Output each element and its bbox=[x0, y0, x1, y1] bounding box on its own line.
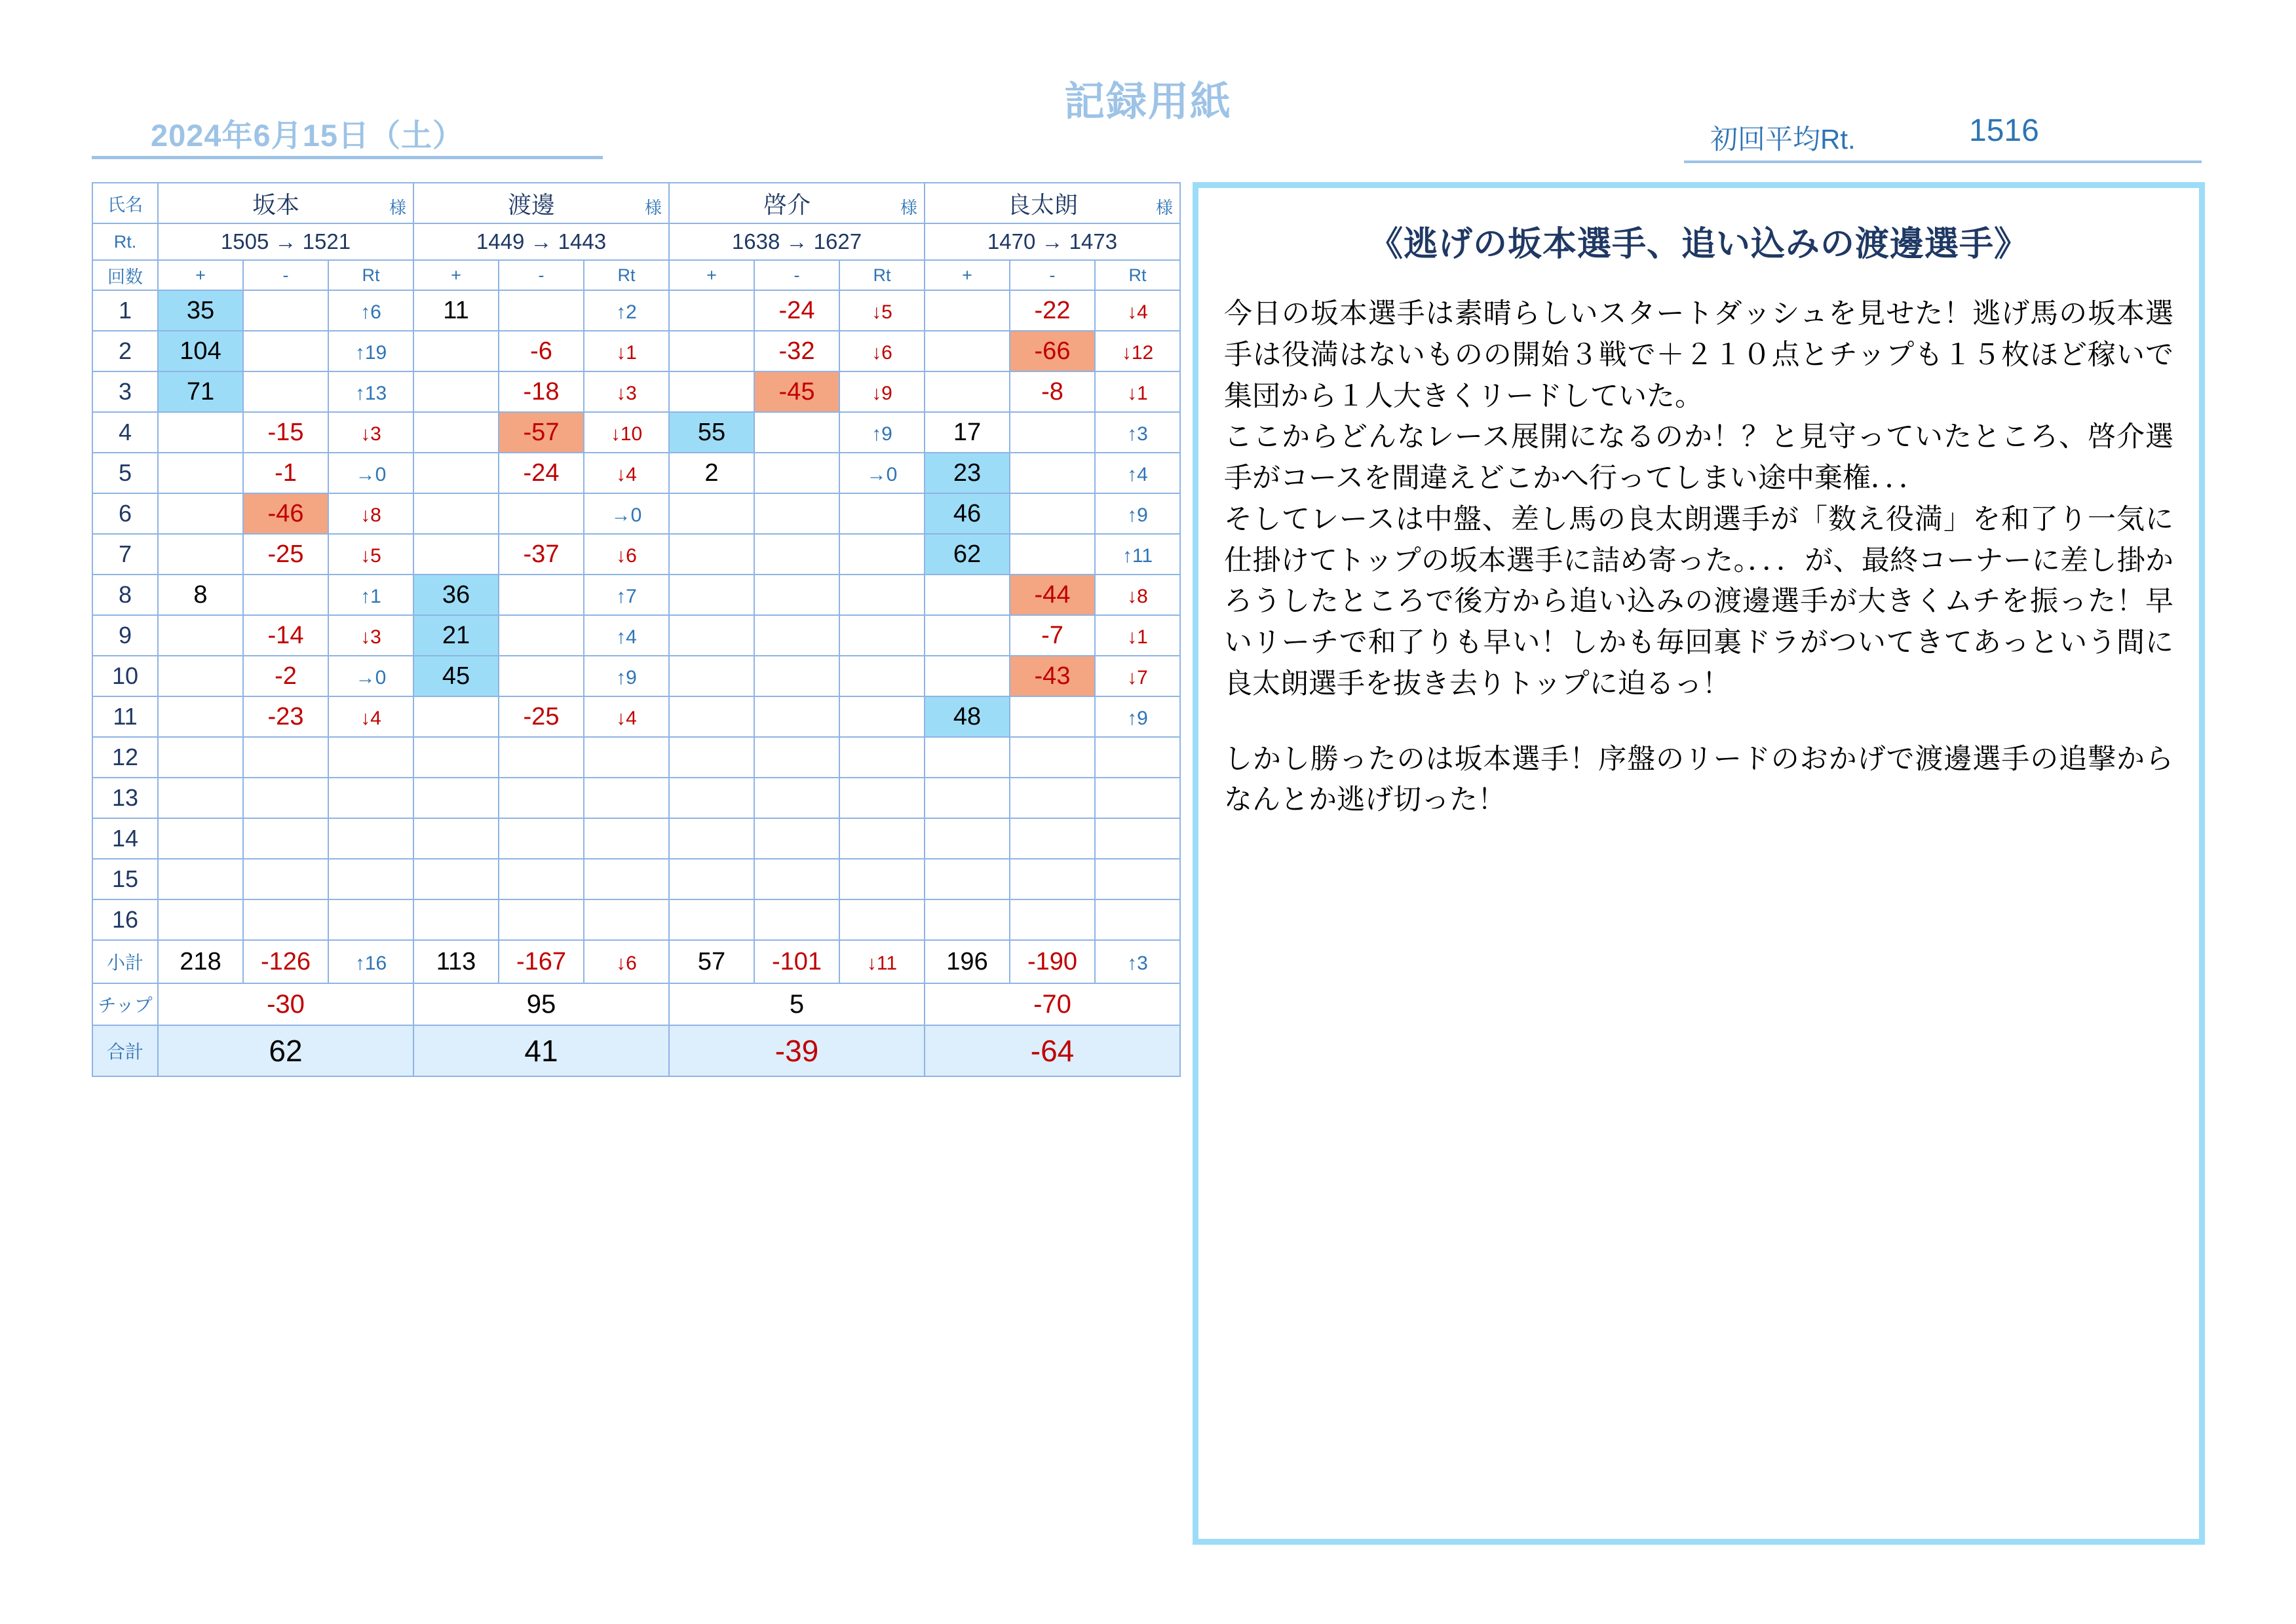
score-plus-cell[interactable] bbox=[669, 290, 754, 331]
score-minus-cell[interactable] bbox=[243, 290, 328, 331]
row-label-total: 合計 bbox=[92, 1025, 158, 1076]
round-index: 11 bbox=[92, 696, 158, 737]
score-rt-cell: ↓3 bbox=[584, 371, 669, 412]
score-rt-cell: ↓6 bbox=[839, 331, 925, 371]
col-header-rt: Rt bbox=[1095, 260, 1180, 290]
commentary-title: 《逃げの坂本選手、追い込みの渡邊選手》 bbox=[1368, 225, 2029, 263]
score-minus-cell[interactable] bbox=[1010, 899, 1095, 940]
score-plus-cell[interactable] bbox=[158, 615, 243, 656]
round-index: 3 bbox=[92, 371, 158, 412]
score-plus-cell[interactable]: 62 bbox=[925, 534, 1010, 575]
score-rt-cell: →0 bbox=[328, 656, 413, 696]
score-rt-cell bbox=[839, 899, 925, 940]
commentary-paragraph-4: しかし勝ったのは坂本選手！序盤のリードのおかげで渡邊選手の追撃からなんとか逃げ切った！ bbox=[1224, 744, 2173, 816]
score-plus-cell[interactable] bbox=[925, 615, 1010, 656]
col-header-minus: - bbox=[754, 260, 839, 290]
score-plus-cell[interactable]: 45 bbox=[413, 656, 499, 696]
table-row bbox=[92, 534, 1180, 575]
score-rt-cell: ↑9 bbox=[839, 412, 925, 453]
score-plus-cell[interactable]: 23 bbox=[925, 453, 1010, 493]
score-plus-cell[interactable] bbox=[669, 859, 754, 899]
score-minus-cell[interactable] bbox=[243, 859, 328, 899]
score-minus-cell[interactable] bbox=[754, 778, 839, 818]
score-minus-cell[interactable]: -8 bbox=[1010, 371, 1095, 412]
table-row bbox=[92, 412, 1180, 453]
score-rt-cell: ↑3 bbox=[1095, 412, 1180, 453]
score-rt-cell: ↑4 bbox=[1095, 453, 1180, 493]
score-rt-cell: ↓1 bbox=[1095, 615, 1180, 656]
player-name-cell[interactable] bbox=[158, 183, 413, 223]
score-plus-cell[interactable]: 55 bbox=[669, 412, 754, 453]
round-index: 7 bbox=[92, 534, 158, 575]
score-rt-cell bbox=[584, 737, 669, 778]
score-plus-cell[interactable] bbox=[925, 737, 1010, 778]
score-plus-cell[interactable] bbox=[925, 818, 1010, 859]
table-row bbox=[92, 737, 1180, 778]
score-minus-cell[interactable]: -46 bbox=[243, 493, 328, 534]
score-plus-cell[interactable]: 35 bbox=[158, 290, 243, 331]
score-rt-cell: ↓1 bbox=[584, 331, 669, 371]
score-minus-cell[interactable]: -7 bbox=[1010, 615, 1095, 656]
subtotal-rt: ↓6 bbox=[584, 940, 669, 983]
score-minus-cell[interactable] bbox=[499, 737, 584, 778]
column-header-row bbox=[92, 260, 1180, 290]
score-minus-cell[interactable] bbox=[754, 859, 839, 899]
score-minus-cell[interactable] bbox=[499, 818, 584, 859]
total-value: -64 bbox=[925, 1025, 1180, 1076]
score-plus-cell[interactable] bbox=[669, 737, 754, 778]
score-minus-cell[interactable] bbox=[243, 778, 328, 818]
score-rt-cell: ↓7 bbox=[1095, 656, 1180, 696]
round-index: 15 bbox=[92, 859, 158, 899]
score-minus-cell[interactable] bbox=[243, 371, 328, 412]
table-row bbox=[92, 899, 1180, 940]
page-title: 記録用紙 bbox=[1063, 79, 1232, 124]
score-rt-cell bbox=[839, 818, 925, 859]
score-plus-cell[interactable] bbox=[925, 778, 1010, 818]
score-plus-cell[interactable] bbox=[669, 575, 754, 615]
score-plus-cell[interactable] bbox=[158, 696, 243, 737]
score-minus-cell[interactable] bbox=[1010, 859, 1095, 899]
score-minus-cell[interactable] bbox=[754, 534, 839, 575]
score-minus-cell[interactable] bbox=[1010, 696, 1095, 737]
honorific-label: 様 bbox=[644, 198, 662, 217]
score-rt-cell: ↓6 bbox=[584, 534, 669, 575]
score-minus-cell[interactable] bbox=[1010, 818, 1095, 859]
score-rt-cell bbox=[328, 778, 413, 818]
score-minus-cell[interactable]: -66 bbox=[1010, 331, 1095, 371]
score-minus-cell[interactable]: -14 bbox=[243, 615, 328, 656]
score-rt-cell: ↓8 bbox=[328, 493, 413, 534]
player-rt-cell[interactable]: 1470 → 1473 bbox=[925, 223, 1180, 260]
row-label-count: 回数 bbox=[92, 260, 158, 290]
chip-row bbox=[92, 983, 1180, 1025]
round-index: 16 bbox=[92, 899, 158, 940]
honorific-label: 様 bbox=[1155, 198, 1173, 217]
score-plus-cell[interactable] bbox=[925, 899, 1010, 940]
player-name-cell[interactable] bbox=[925, 183, 1180, 223]
date-underline bbox=[92, 156, 603, 159]
score-rt-cell bbox=[1095, 778, 1180, 818]
score-rt-cell bbox=[1095, 818, 1180, 859]
score-rt-cell: ↓8 bbox=[1095, 575, 1180, 615]
score-minus-cell[interactable] bbox=[499, 615, 584, 656]
col-header-rt: Rt bbox=[328, 260, 413, 290]
total-row bbox=[92, 1025, 1180, 1076]
subtotal-row bbox=[92, 940, 1180, 983]
score-plus-cell[interactable]: 104 bbox=[158, 331, 243, 371]
score-rt-cell: ↓10 bbox=[584, 412, 669, 453]
round-index: 1 bbox=[92, 290, 158, 331]
score-plus-cell[interactable] bbox=[669, 818, 754, 859]
score-plus-cell[interactable] bbox=[925, 575, 1010, 615]
score-minus-cell[interactable]: -1 bbox=[243, 453, 328, 493]
score-minus-cell[interactable]: -57 bbox=[499, 412, 584, 453]
score-minus-cell[interactable] bbox=[754, 656, 839, 696]
commentary-paragraph-3: そしてレースは中盤、差し馬の良太朗選手が「数え役満」を和了り一気に仕掛けてトップの坂本選手に詰め寄った。．．．が、最終コーナーに差し掛かろうしたところで後方から追い込みの渡邊選手が大きくムチを振った！早いリーチで和了りも早い！しかも毎回裏ドラがついてきてあっという間に良太朗選手を抜き去りトップに迫るっ！ bbox=[1224, 504, 2173, 700]
score-plus-cell[interactable] bbox=[158, 859, 243, 899]
table-row bbox=[92, 615, 1180, 656]
score-minus-cell[interactable]: -15 bbox=[243, 412, 328, 453]
table-row bbox=[92, 575, 1180, 615]
score-minus-cell[interactable] bbox=[243, 737, 328, 778]
score-minus-cell[interactable]: -6 bbox=[499, 331, 584, 371]
score-rt-cell: ↑9 bbox=[1095, 493, 1180, 534]
col-header-plus: + bbox=[925, 260, 1010, 290]
table-row bbox=[92, 696, 1180, 737]
score-minus-cell[interactable] bbox=[499, 778, 584, 818]
score-minus-cell[interactable]: -22 bbox=[1010, 290, 1095, 331]
score-minus-cell[interactable] bbox=[754, 899, 839, 940]
score-minus-cell[interactable] bbox=[499, 656, 584, 696]
score-plus-cell[interactable] bbox=[158, 899, 243, 940]
score-rt-cell: ↓3 bbox=[328, 615, 413, 656]
score-rt-cell bbox=[328, 899, 413, 940]
total-value: 62 bbox=[158, 1025, 413, 1076]
score-minus-cell[interactable]: -43 bbox=[1010, 656, 1095, 696]
score-plus-cell[interactable] bbox=[413, 453, 499, 493]
avg-rt-label: 初回平均Rt. bbox=[1710, 124, 1856, 155]
score-minus-cell[interactable]: -37 bbox=[499, 534, 584, 575]
round-index: 5 bbox=[92, 453, 158, 493]
score-rt-cell: ↓4 bbox=[584, 453, 669, 493]
score-rt-cell: ↑9 bbox=[1095, 696, 1180, 737]
chip-value[interactable]: 5 bbox=[669, 983, 925, 1025]
score-minus-cell[interactable] bbox=[499, 290, 584, 331]
score-minus-cell[interactable] bbox=[754, 615, 839, 656]
score-rt-cell: ↑19 bbox=[328, 331, 413, 371]
subtotal-rt: ↑16 bbox=[328, 940, 413, 983]
score-minus-cell[interactable] bbox=[754, 737, 839, 778]
score-minus-cell[interactable]: -24 bbox=[499, 453, 584, 493]
row-label-rt: Rt. bbox=[92, 223, 158, 260]
score-plus-cell[interactable] bbox=[413, 412, 499, 453]
score-rt-cell: ↑2 bbox=[584, 290, 669, 331]
col-header-plus: + bbox=[413, 260, 499, 290]
score-plus-cell[interactable] bbox=[413, 493, 499, 534]
score-rt-cell: ↓1 bbox=[1095, 371, 1180, 412]
table-row bbox=[92, 859, 1180, 899]
table-row bbox=[92, 290, 1180, 331]
score-plus-cell[interactable] bbox=[413, 818, 499, 859]
round-index: 14 bbox=[92, 818, 158, 859]
score-rt-cell: ↓4 bbox=[328, 696, 413, 737]
row-label-chip: チップ bbox=[92, 983, 158, 1025]
score-rt-cell: ↑9 bbox=[584, 656, 669, 696]
score-plus-cell[interactable] bbox=[925, 656, 1010, 696]
score-minus-cell[interactable] bbox=[1010, 493, 1095, 534]
score-minus-cell[interactable]: -25 bbox=[499, 696, 584, 737]
score-rt-cell bbox=[839, 859, 925, 899]
score-rt-cell bbox=[839, 696, 925, 737]
score-minus-cell[interactable]: -25 bbox=[243, 534, 328, 575]
score-rt-cell bbox=[1095, 859, 1180, 899]
table-row bbox=[92, 778, 1180, 818]
honorific-label: 様 bbox=[900, 198, 917, 217]
col-header-rt: Rt bbox=[584, 260, 669, 290]
honorific-label: 様 bbox=[389, 198, 406, 217]
score-plus-cell[interactable]: 46 bbox=[925, 493, 1010, 534]
table-row bbox=[92, 656, 1180, 696]
subtotal-plus: 57 bbox=[669, 940, 754, 983]
score-minus-cell[interactable]: -18 bbox=[499, 371, 584, 412]
score-plus-cell[interactable] bbox=[158, 656, 243, 696]
col-header-minus: - bbox=[499, 260, 584, 290]
score-plus-cell[interactable] bbox=[158, 534, 243, 575]
avg-rt-underline bbox=[1684, 161, 2202, 163]
score-plus-cell[interactable]: 8 bbox=[158, 575, 243, 615]
subtotal-plus: 196 bbox=[925, 940, 1010, 983]
commentary-paragraph-1: 今日の坂本選手は素晴らしいスタートダッシュを見せた！逃げ馬の坂本選手は役満はないものの開始３戦で＋２１０点とチップも１５枚ほど稼いで集団から１人大きくリードしていた。 bbox=[1224, 299, 2173, 412]
commentary-paragraph-2: ここからどんなレース展開になるのか！？と見守っていたところ、啓介選手がコースを間違えどこかへ行ってしまい途中棄権．．． bbox=[1224, 422, 2173, 495]
score-minus-cell[interactable] bbox=[754, 818, 839, 859]
score-plus-cell[interactable] bbox=[413, 696, 499, 737]
score-rt-cell bbox=[839, 534, 925, 575]
score-plus-cell[interactable] bbox=[925, 331, 1010, 371]
score-plus-cell[interactable]: 2 bbox=[669, 453, 754, 493]
subtotal-rt: ↑3 bbox=[1095, 940, 1180, 983]
score-plus-cell[interactable] bbox=[158, 453, 243, 493]
score-plus-cell[interactable]: 71 bbox=[158, 371, 243, 412]
score-minus-cell[interactable] bbox=[1010, 534, 1095, 575]
score-minus-cell[interactable] bbox=[499, 493, 584, 534]
player-rt-cell[interactable]: 1638 → 1627 bbox=[669, 223, 925, 260]
subtotal-minus: -126 bbox=[243, 940, 328, 983]
score-minus-cell[interactable] bbox=[1010, 778, 1095, 818]
score-rt-cell bbox=[584, 859, 669, 899]
score-plus-cell[interactable]: 11 bbox=[413, 290, 499, 331]
subtotal-minus: -101 bbox=[754, 940, 839, 983]
score-minus-cell[interactable] bbox=[754, 493, 839, 534]
score-plus-cell[interactable] bbox=[669, 899, 754, 940]
score-minus-cell[interactable]: -23 bbox=[243, 696, 328, 737]
score-plus-cell[interactable] bbox=[413, 737, 499, 778]
col-header-minus: - bbox=[1010, 260, 1095, 290]
round-index: 12 bbox=[92, 737, 158, 778]
player-name: 良太朗 bbox=[1006, 191, 1078, 218]
score-minus-cell[interactable] bbox=[243, 331, 328, 371]
score-rt-cell bbox=[839, 737, 925, 778]
score-rt-cell bbox=[584, 899, 669, 940]
row-label-name: 氏名 bbox=[92, 183, 158, 223]
score-plus-cell[interactable] bbox=[158, 493, 243, 534]
score-rt-cell bbox=[839, 493, 925, 534]
score-plus-cell[interactable] bbox=[925, 290, 1010, 331]
score-rt-cell: ↑1 bbox=[328, 575, 413, 615]
score-minus-cell[interactable] bbox=[243, 818, 328, 859]
score-plus-cell[interactable] bbox=[669, 696, 754, 737]
score-plus-cell[interactable]: 21 bbox=[413, 615, 499, 656]
score-minus-cell[interactable] bbox=[754, 696, 839, 737]
score-plus-cell[interactable] bbox=[669, 778, 754, 818]
score-plus-cell[interactable] bbox=[413, 899, 499, 940]
score-plus-cell[interactable] bbox=[158, 818, 243, 859]
score-minus-cell[interactable]: -44 bbox=[1010, 575, 1095, 615]
score-plus-cell[interactable] bbox=[158, 412, 243, 453]
player-rt-cell[interactable]: 1449 → 1443 bbox=[413, 223, 669, 260]
score-rt-cell: ↓3 bbox=[328, 412, 413, 453]
round-index: 4 bbox=[92, 412, 158, 453]
col-header-rt: Rt bbox=[839, 260, 925, 290]
score-rt-cell bbox=[328, 859, 413, 899]
col-header-plus: + bbox=[669, 260, 754, 290]
table-row bbox=[92, 331, 1180, 371]
score-minus-cell[interactable] bbox=[754, 412, 839, 453]
commentary-panel bbox=[1193, 182, 2205, 1545]
score-minus-cell[interactable] bbox=[499, 575, 584, 615]
score-plus-cell[interactable] bbox=[669, 371, 754, 412]
score-rt-cell: ↓5 bbox=[328, 534, 413, 575]
score-plus-cell[interactable] bbox=[669, 331, 754, 371]
score-table bbox=[92, 182, 1181, 1077]
score-rt-cell: →0 bbox=[328, 453, 413, 493]
table-row bbox=[92, 453, 1180, 493]
score-plus-cell[interactable] bbox=[669, 656, 754, 696]
player-rt-cell[interactable]: 1505 → 1521 bbox=[158, 223, 413, 260]
table-row bbox=[92, 493, 1180, 534]
score-minus-cell[interactable] bbox=[1010, 412, 1095, 453]
chip-value[interactable]: -70 bbox=[925, 983, 1180, 1025]
col-header-minus: - bbox=[243, 260, 328, 290]
subtotal-minus: -167 bbox=[499, 940, 584, 983]
date-label: 2024年6月15日（土） bbox=[151, 118, 464, 153]
score-rt-cell: →0 bbox=[584, 493, 669, 534]
score-minus-cell[interactable] bbox=[1010, 737, 1095, 778]
score-minus-cell[interactable] bbox=[754, 575, 839, 615]
round-index: 13 bbox=[92, 778, 158, 818]
score-minus-cell[interactable]: -32 bbox=[754, 331, 839, 371]
score-minus-cell[interactable]: -24 bbox=[754, 290, 839, 331]
score-minus-cell[interactable] bbox=[1010, 453, 1095, 493]
score-plus-cell[interactable] bbox=[413, 778, 499, 818]
score-rt-cell bbox=[1095, 737, 1180, 778]
player-name: 坂本 bbox=[252, 191, 299, 218]
score-rt-cell: ↑13 bbox=[328, 371, 413, 412]
score-rt-cell bbox=[839, 656, 925, 696]
score-minus-cell[interactable]: -2 bbox=[243, 656, 328, 696]
score-rt-cell: ↓9 bbox=[839, 371, 925, 412]
score-rt-cell bbox=[839, 575, 925, 615]
score-plus-cell[interactable] bbox=[413, 371, 499, 412]
score-minus-cell[interactable] bbox=[499, 899, 584, 940]
subtotal-plus: 113 bbox=[413, 940, 499, 983]
score-plus-cell[interactable] bbox=[669, 493, 754, 534]
score-rt-cell: ↓4 bbox=[584, 696, 669, 737]
score-plus-cell[interactable] bbox=[925, 859, 1010, 899]
round-index: 9 bbox=[92, 615, 158, 656]
score-plus-cell[interactable] bbox=[925, 371, 1010, 412]
player-name-cell[interactable] bbox=[413, 183, 669, 223]
score-rt-cell: →0 bbox=[839, 453, 925, 493]
score-plus-cell[interactable] bbox=[669, 534, 754, 575]
table-row bbox=[92, 818, 1180, 859]
score-plus-cell[interactable]: 36 bbox=[413, 575, 499, 615]
score-plus-cell[interactable] bbox=[669, 615, 754, 656]
score-rt-cell bbox=[328, 737, 413, 778]
page-header bbox=[0, 0, 2296, 164]
score-plus-cell[interactable] bbox=[158, 737, 243, 778]
score-rt-cell: ↓5 bbox=[839, 290, 925, 331]
player-name-cell[interactable] bbox=[669, 183, 925, 223]
player-name-row bbox=[92, 183, 1180, 223]
avg-rt-value: 1516 bbox=[1969, 113, 2039, 148]
score-rt-cell bbox=[584, 818, 669, 859]
score-rt-cell bbox=[584, 778, 669, 818]
subtotal-minus: -190 bbox=[1010, 940, 1095, 983]
chip-value[interactable]: -30 bbox=[158, 983, 413, 1025]
col-header-plus: + bbox=[158, 260, 243, 290]
table-row bbox=[92, 371, 1180, 412]
round-index: 10 bbox=[92, 656, 158, 696]
score-rt-cell bbox=[1095, 899, 1180, 940]
total-value: 41 bbox=[413, 1025, 669, 1076]
score-rt-cell: ↑7 bbox=[584, 575, 669, 615]
score-plus-cell[interactable]: 17 bbox=[925, 412, 1010, 453]
score-rt-cell: ↑4 bbox=[584, 615, 669, 656]
score-rt-cell: ↑6 bbox=[328, 290, 413, 331]
row-label-subtotal: 小計 bbox=[92, 940, 158, 983]
round-index: 6 bbox=[92, 493, 158, 534]
score-plus-cell[interactable]: 48 bbox=[925, 696, 1010, 737]
player-rt-row bbox=[92, 223, 1180, 260]
subtotal-rt: ↓11 bbox=[839, 940, 925, 983]
commentary-body bbox=[1224, 294, 2173, 821]
score-minus-cell[interactable] bbox=[499, 859, 584, 899]
total-value: -39 bbox=[669, 1025, 925, 1076]
score-plus-cell[interactable] bbox=[158, 778, 243, 818]
score-rt-cell bbox=[839, 778, 925, 818]
score-minus-cell[interactable] bbox=[754, 453, 839, 493]
score-rt-cell: ↓12 bbox=[1095, 331, 1180, 371]
player-name: 渡邊 bbox=[507, 191, 555, 218]
score-plus-cell[interactable] bbox=[413, 331, 499, 371]
score-plus-cell[interactable] bbox=[413, 534, 499, 575]
round-index: 2 bbox=[92, 331, 158, 371]
score-rt-cell bbox=[328, 818, 413, 859]
subtotal-plus: 218 bbox=[158, 940, 243, 983]
score-minus-cell[interactable] bbox=[243, 899, 328, 940]
score-minus-cell[interactable]: -45 bbox=[754, 371, 839, 412]
player-name: 啓介 bbox=[763, 191, 811, 218]
score-rt-cell: ↓4 bbox=[1095, 290, 1180, 331]
round-index: 8 bbox=[92, 575, 158, 615]
score-rt-cell: ↑11 bbox=[1095, 534, 1180, 575]
score-plus-cell[interactable] bbox=[413, 859, 499, 899]
score-minus-cell[interactable] bbox=[243, 575, 328, 615]
score-rt-cell bbox=[839, 615, 925, 656]
chip-value[interactable]: 95 bbox=[413, 983, 669, 1025]
